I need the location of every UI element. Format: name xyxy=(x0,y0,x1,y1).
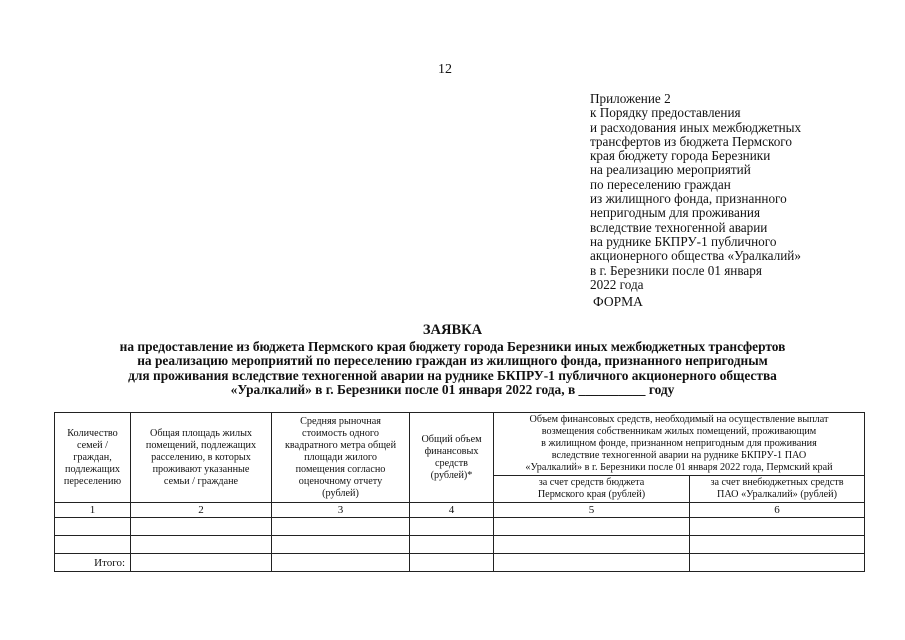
header-line: площади жилого xyxy=(304,451,377,463)
header-line: Общая площадь жилых xyxy=(149,427,253,439)
subtitle-line: для проживания вследствие техногенной аварии на руднике БКПРУ-1 публичного акционерного общества xyxy=(128,367,777,383)
page-number: 12 xyxy=(438,62,452,77)
header-line: семьи / граждане xyxy=(163,475,239,487)
subtitle-line: на предоставление из бюджета Пермского края бюджету города Березники иных межбюджетных трансфертов xyxy=(119,339,786,354)
header-avg-market-price xyxy=(272,413,410,503)
table-cell xyxy=(55,518,131,536)
document-title: ЗАЯВКА xyxy=(422,322,483,338)
table-cell xyxy=(410,554,494,572)
header-line: Средняя рыночная xyxy=(300,415,381,427)
header-line: за счет средств бюджета xyxy=(538,477,645,488)
header-line: проживают указанные xyxy=(152,463,250,475)
column-number: 5 xyxy=(494,503,690,518)
total-label: Итого: xyxy=(55,554,131,572)
appendix-line: в г. Березники после 01 января xyxy=(590,262,762,278)
appendix-line: края бюджету города Березники xyxy=(590,148,771,164)
header-line: стоимость одного xyxy=(302,427,379,439)
table-header-row xyxy=(55,413,865,476)
header-total-funds xyxy=(410,413,494,503)
table-cell xyxy=(131,554,272,572)
table-cell xyxy=(131,518,272,536)
appendix-line: на реализацию мероприятий xyxy=(590,162,751,178)
header-line: Общий объем xyxy=(421,433,482,445)
subtitle-line: на реализацию мероприятий по переселению граждан из жилищного фонда, признанного непригодным xyxy=(137,353,768,369)
header-line: в жилищном фонде, признанном непригодным для проживания xyxy=(541,438,817,449)
appendix-line: Приложение 2 xyxy=(590,91,671,106)
table-cell xyxy=(410,518,494,536)
header-line: (рублей) xyxy=(322,487,359,499)
header-line: подлежащих xyxy=(65,463,120,475)
header-line: Объем финансовых средств, необходимый на осуществление выплат xyxy=(529,414,829,425)
appendix-line: вследствие техногенной аварии xyxy=(590,219,768,235)
header-line: «Уралкалий» в г. Березники после 01 января 2022 года, Пермский край xyxy=(525,462,833,473)
appendix-line: трансфертов из бюджета Пермского xyxy=(590,133,792,149)
table-cell xyxy=(131,536,272,554)
header-uralkali-funds xyxy=(690,476,865,503)
request-table xyxy=(54,412,865,572)
header-line: расселению, в которых xyxy=(151,451,251,463)
appendix-line: 2022 года xyxy=(590,276,644,292)
table-row xyxy=(55,536,865,554)
appendix-line: акционерного общества «Уралкалий» xyxy=(590,248,801,264)
column-number-row xyxy=(55,503,865,518)
header-line: возмещения собственникам жилых помещений, проживающим xyxy=(541,426,817,437)
appendix-line: на руднике БКПРУ-1 публичного xyxy=(590,233,777,249)
header-line: Количество xyxy=(67,427,118,439)
appendix-reference xyxy=(590,92,870,292)
table-cell xyxy=(272,536,410,554)
column-number: 4 xyxy=(410,503,494,518)
header-total-area xyxy=(131,413,272,503)
header-line: помещения согласно xyxy=(295,463,386,475)
table-cell xyxy=(690,536,865,554)
table-cell xyxy=(272,554,410,572)
column-number: 1 xyxy=(55,503,131,518)
appendix-line: по переселению граждан xyxy=(590,176,731,192)
header-line: ПАО «Уралкалий» (рублей) xyxy=(716,489,838,500)
document-subtitle xyxy=(40,340,865,398)
header-families-count xyxy=(55,413,131,503)
column-number: 2 xyxy=(131,503,272,518)
appendix-line: непригодным для проживания xyxy=(590,205,761,221)
header-line: Пермского края (рублей) xyxy=(537,489,646,500)
header-funds-required-group xyxy=(494,413,865,476)
column-number: 3 xyxy=(272,503,410,518)
form-label: ФОРМА xyxy=(593,294,643,309)
table-cell xyxy=(410,536,494,554)
header-line: семей / xyxy=(77,439,108,451)
table-cell xyxy=(494,536,690,554)
table-cell xyxy=(690,518,865,536)
column-number: 6 xyxy=(690,503,865,518)
header-line: квадратного метра общей xyxy=(284,439,397,451)
appendix-line: к Порядку предоставления xyxy=(590,105,741,121)
header-line: финансовых xyxy=(424,445,479,457)
table-cell xyxy=(272,518,410,536)
table-cell xyxy=(494,518,690,536)
header-line: вследствие техногенной аварии на руднике БКПРУ-1 ПАО xyxy=(551,450,807,461)
table-cell xyxy=(494,554,690,572)
header-line: переселению xyxy=(63,475,122,487)
subtitle-line: «Уралкалий» в г. Березники после 01 января 2022 года, в __________ году xyxy=(230,382,675,398)
header-line: (рублей)* xyxy=(430,469,473,481)
appendix-line: и расходования иных межбюджетных xyxy=(590,119,802,135)
header-line: оценочному отчету xyxy=(298,475,383,487)
header-line: за счет внебюджетных средств xyxy=(710,477,844,488)
header-line: граждан, xyxy=(73,451,112,463)
table-cell xyxy=(690,554,865,572)
header-line: помещений, подлежащих xyxy=(145,439,257,451)
appendix-line: из жилищного фонда, признанного xyxy=(590,191,787,207)
header-regional-budget xyxy=(494,476,690,503)
header-line: средств xyxy=(435,457,468,469)
table-row xyxy=(55,518,865,536)
total-row xyxy=(55,554,865,572)
table-cell xyxy=(55,536,131,554)
